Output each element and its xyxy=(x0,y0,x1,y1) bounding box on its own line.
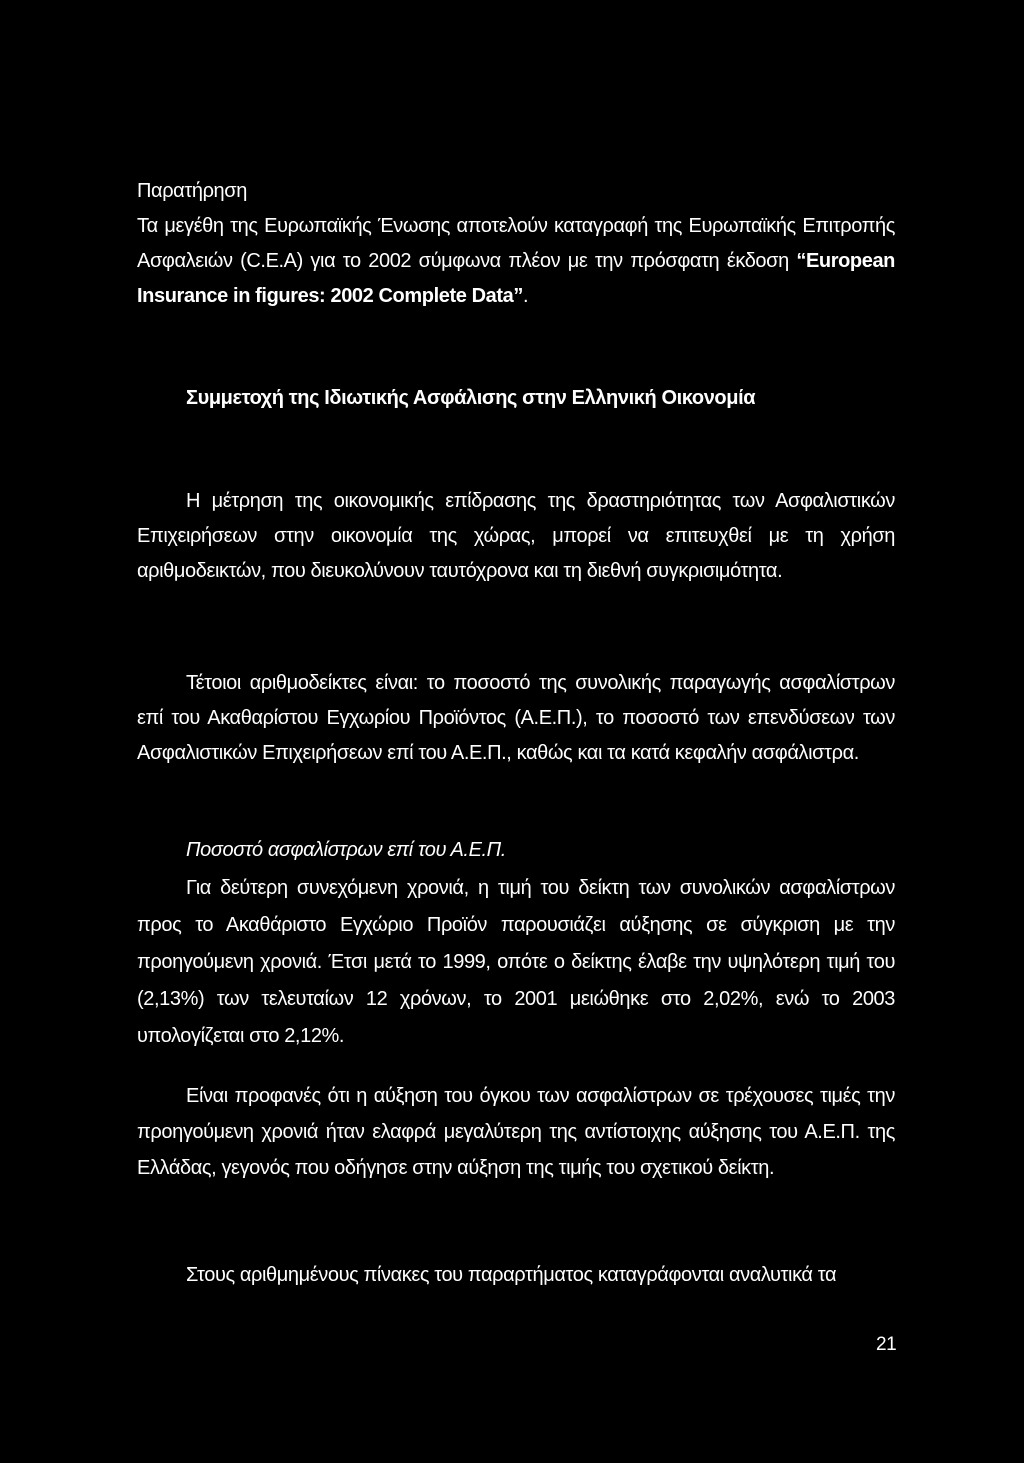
section-heading: Συμμετοχή της Ιδιωτικής Ασφάλισης στην Ελληνική Οικονομία xyxy=(186,387,756,409)
subheading: Ποσοστό ασφαλίστρων επί του Α.Ε.Π. xyxy=(186,839,506,861)
paragraph-2 xyxy=(137,666,895,771)
page-number: 21 xyxy=(876,1334,897,1355)
paragraph-3 xyxy=(137,870,895,1055)
paragraph-2-text: Τέτοιοι αριθμοδείκτες είναι: το ποσοστό της συνολικής παραγωγής ασφαλίστρων επί του Ακαθαρίστου Εγχωρίου Προϊόντος (Α.Ε.Π.), το ποσοστό των επενδύσεων των Ασφαλιστικών Επιχειρήσεων επί του Α.Ε.Π., καθώς και τα κατά κεφαλήν ασφάλιστρα. xyxy=(137,672,895,764)
note-body-end: . xyxy=(522,285,529,307)
paragraph-4 xyxy=(137,1078,895,1186)
paragraph-5: Στους αριθμημένους πίνακες του παραρτήματος καταγράφονται αναλυτικά τα xyxy=(186,1264,837,1286)
note-body xyxy=(137,209,895,314)
note-title: Παρατήρηση xyxy=(137,180,247,202)
paragraph-4-text: Είναι προφανές ότι η αύξηση του όγκου των ασφαλίστρων σε τρέχουσες τιμές την προηγούμενη χρονιά ήταν ελαφρά μεγαλύτερη της αντίστοιχης αύξησης του Α.Ε.Π. της Ελλάδας, γεγονός που οδήγησε στην αύξηση της τιμής του σχετικού δείκτη. xyxy=(137,1085,895,1179)
paragraph-1-text: Η μέτρηση της οικονομικής επίδρασης της δραστηριότητας των Ασφαλιστικών Επιχειρήσεων στην οικονομία της χώρας, μπορεί να επιτευχθεί με τη χρήση αριθμοδεικτών, που διευκολύνουν ταυτόχρονα και τη διεθνή συγκρισιμότητα. xyxy=(137,490,895,582)
paragraph-3-text: Για δεύτερη συνεχόμενη χρονιά, η τιμή του δείκτη των συνολικών ασφαλίστρων προς το Ακαθάριστο Εγχώριο Προϊόν παρουσιάζει αύξησης σε σύγκριση με την προηγούμενη χρονιά. Έτσι μετά το 1999, οπότε ο δείκτης έλαβε την υψηλότερη τιμή του (2,13%) των τελευταίων 12 χρόνων, το 2001 μειώθηκε στο 2,02%, ενώ το 2003 υπολογίζεται στο 2,12%. xyxy=(137,877,895,1047)
note-body-text: Τα μεγέθη της Ευρωπαϊκής Ένωσης αποτελούν καταγραφή της Ευρωπαϊκής Επιτροπής Ασφαλειών (C.E.A) για το 2002 σύμφωνα πλέον με την πρόσφατη έκδοση xyxy=(137,215,895,272)
paragraph-1 xyxy=(137,484,895,589)
note-body-publication: “European Insurance in figures: 2002 Complete Data” xyxy=(137,250,895,307)
note-block xyxy=(137,174,895,314)
